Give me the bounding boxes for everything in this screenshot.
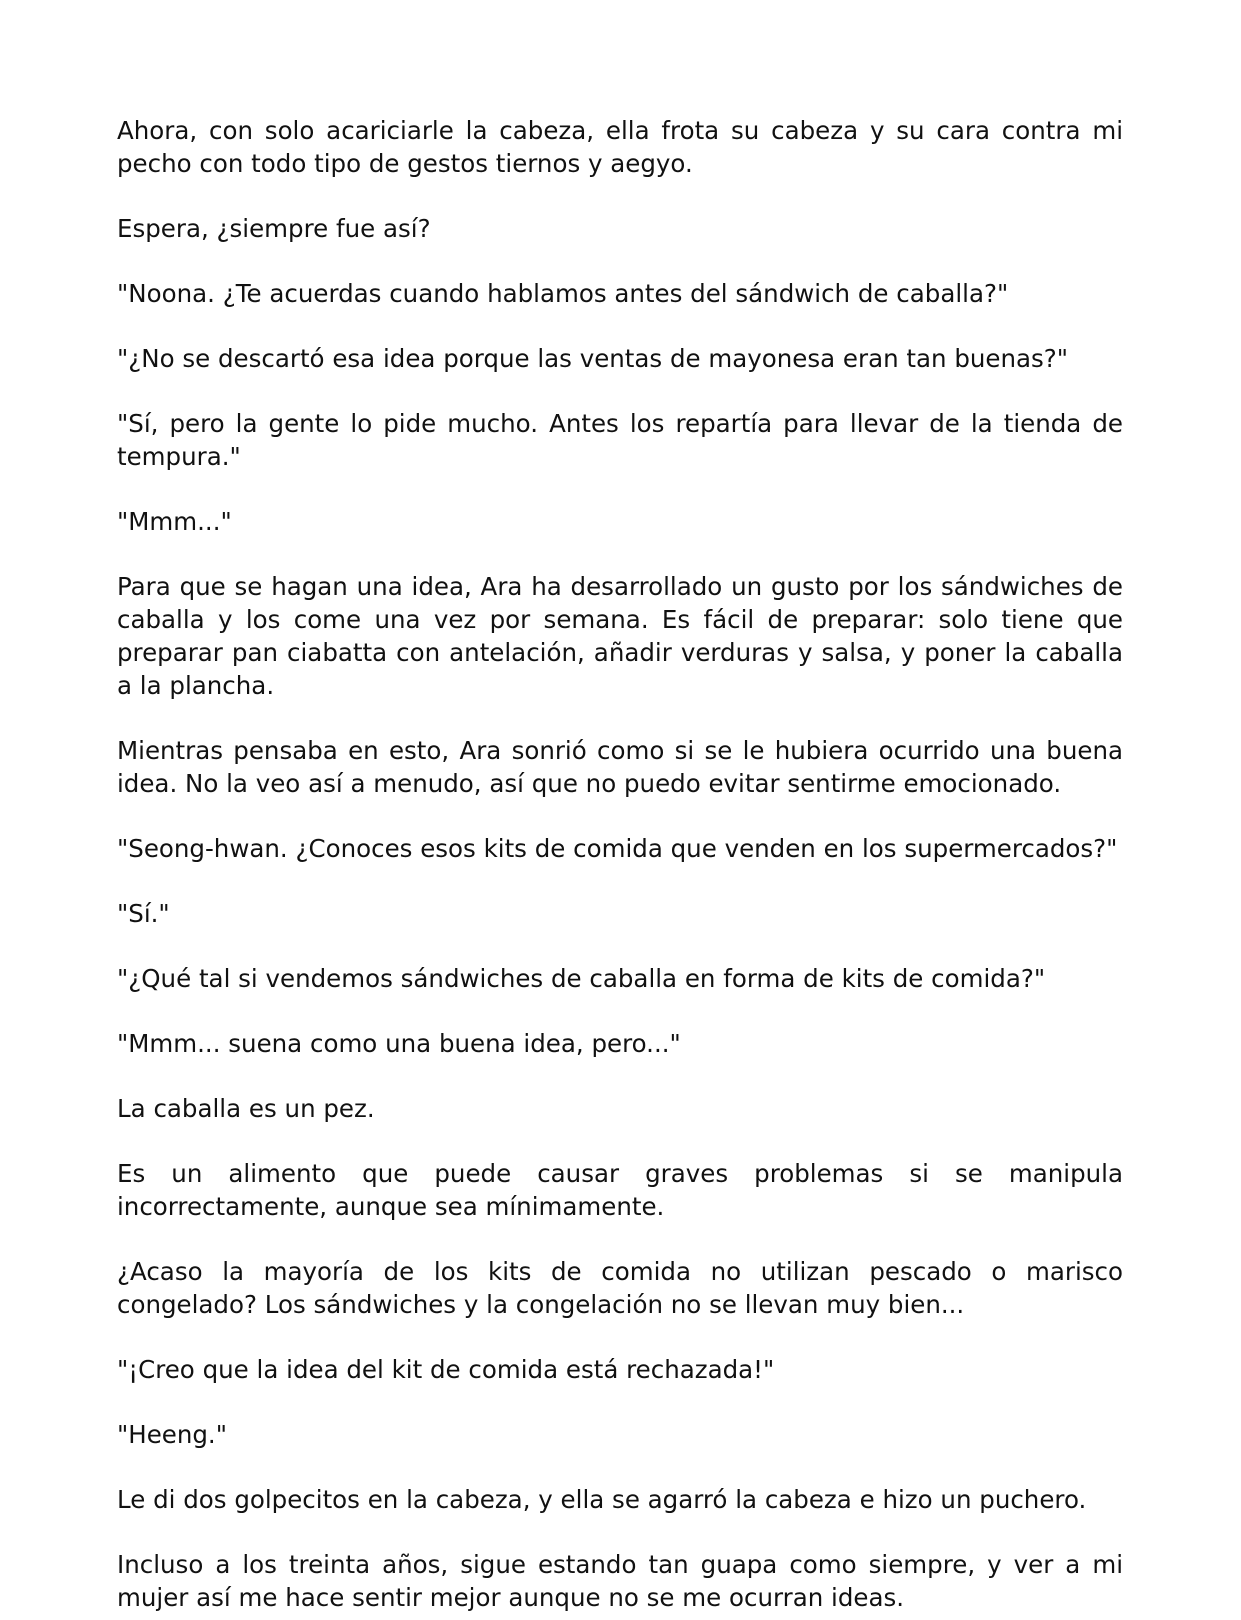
paragraph: "Heeng." (117, 1420, 227, 1449)
paragraph: Incluso a los treinta años, sigue estando tan guapa como siempre, y ver a mi mujer así me hace sentir mejor aunque no se me ocurran ideas. (117, 1550, 1123, 1612)
paragraph: "Noona. ¿Te acuerdas cuando hablamos antes del sándwich de caballa?" (117, 279, 1009, 308)
paragraph: "Sí, pero la gente lo pide mucho. Antes los repartía para llevar de la tienda de tempura." (117, 409, 1123, 471)
paragraph: "Mmm..." (117, 507, 232, 536)
paragraph: Ahora, con solo acariciarle la cabeza, ella frota su cabeza y su cara contra mi pecho con todo tipo de gestos tiernos y aegyo. (117, 116, 1123, 178)
paragraph: "Seong-hwan. ¿Conoces esos kits de comida que venden en los supermercados?" (117, 834, 1118, 863)
paragraph: Es un alimento que puede causar graves problemas si se manipula incorrectamente, aunque sea mínimamente. (117, 1159, 1123, 1221)
paragraph: "Mmm... suena como una buena idea, pero..." (117, 1029, 681, 1058)
paragraph: "¿Qué tal si vendemos sándwiches de caballa en forma de kits de comida?" (117, 964, 1046, 993)
document-page (117, 114, 1123, 1614)
paragraph: La caballa es un pez. (117, 1094, 375, 1123)
paragraph: ¿Acaso la mayoría de los kits de comida no utilizan pescado o marisco congelado? Los sándwiches y la congelación no se llevan muy bien... (117, 1257, 1123, 1319)
paragraph: Le di dos golpecitos en la cabeza, y ella se agarró la cabeza e hizo un puchero. (117, 1485, 1087, 1514)
paragraph: "Sí." (117, 899, 170, 928)
paragraph: Para que se hagan una idea, Ara ha desarrollado un gusto por los sándwiches de caballa y los come una vez por semana. Es fácil de preparar: solo tiene que preparar pan ciabatta con antelación, añadir verduras y salsa, y poner la caballa a la plancha. (117, 572, 1123, 700)
paragraph: Mientras pensaba en esto, Ara sonrió como si se le hubiera ocurrido una buena idea. No la veo así a menudo, así que no puedo evitar sentirme emocionado. (117, 736, 1123, 798)
paragraph: "¡Creo que la idea del kit de comida está rechazada!" (117, 1355, 775, 1384)
paragraph: Espera, ¿siempre fue así? (117, 214, 431, 243)
paragraph: "¿No se descartó esa idea porque las ventas de mayonesa eran tan buenas?" (117, 344, 1069, 373)
